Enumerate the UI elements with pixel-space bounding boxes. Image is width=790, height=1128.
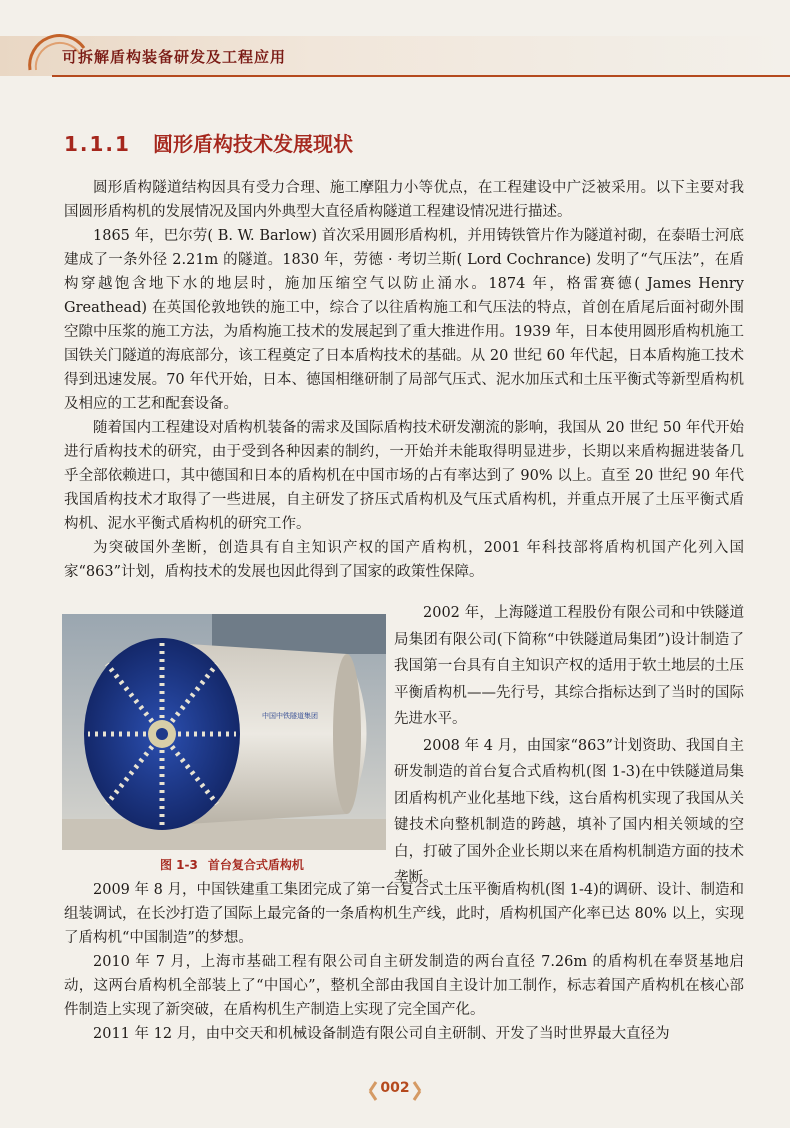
figure-caption-text: 首台复合式盾构机 (207, 858, 304, 872)
machine-lettering: 中国中铁隧道集团 (262, 712, 318, 720)
section-heading (64, 128, 353, 157)
page-footer (360, 1074, 430, 1108)
section-title: 圆形盾构技术发展现状 (152, 132, 353, 156)
figure-caption (160, 856, 304, 873)
paragraph: 为突破国外垄断，创造具有自主知识产权的国产盾构机，2001 年科技部将盾构机国产化列入国家“863”计划，盾构技术的发展也因此得到了国家的政策性保障。 (64, 540, 744, 580)
figure-shield-machine (62, 614, 386, 850)
paragraph: 2008 年 4 月，由国家“863”计划资助、我国自主研发制造的首台复合式盾构机(图 1-3)在中铁隧道局集团盾构机产业化基地下线，这台盾构机实现了我国从关键技术向整机制造的跨越，填补了国内相关领域的空白，打破了国外企业长期以来在盾构机制造方面的技术垄断。 (394, 737, 744, 886)
body-text-bottom (64, 878, 744, 1046)
page-header (0, 0, 790, 90)
header-rule (52, 75, 790, 77)
paragraph: 1865 年，巴尔劳( B. W. Barlow) 首次采用圆形盾构机，并用铸铁管片作为隧道衬砌，在泰晤士河底建成了一条外径 2.21m 的隧道。1830 年，劳德 · 考切兰斯( Lord Cochrance) 发明了“气压法”，在盾构穿越饱含地下水的地层时，施加压缩空气以防止涌水。1874 年，格雷赛德( James Henry Greathead) 在英国伦敦地铁的施工中，综合了以往盾构施工和气压法的特点，首创在盾尾后面衬砌外围空隙中压浆的施工方法，为盾构施工技术的发展起到了重大推进作用。1939 年，日本使用圆形盾构机施工国铁关门隧道的海底部分，该工程奠定了日本盾构技术的基础。从 20 世纪 60 年代起，日本盾构施工技术得到迅速发展。70 年代开始，日本、德国相继研制了局部气压式、泥水加压式和土压平衡式等新型盾构机及相应的工艺和配套设备。 (64, 228, 744, 412)
paragraph: 随着国内工程建设对盾构机装备的需求及国际盾构技术研发潮流的影响，我国从 20 世纪 50 年代开始进行盾构技术的研究，由于受到各种因素的制约，一开始并未能取得明显进步，长期以来盾构掘进装备几乎全部依赖进口，其中德国和日本的盾构机在中国市场的占有率达到了 90% 以上。直至 20 世纪 90 年代我国盾构技术才取得了一些进展，自主研发了挤压式盾构机及气压式盾构机，并重点开展了土压平衡式盾构机、泥水平衡式盾构机的研究工作。 (64, 420, 744, 532)
paragraph: 2002 年，上海隧道工程股份有限公司和中铁隧道局集团有限公司(下简称“中铁隧道局集团”)设计制造了我国第一台具有自主知识产权的适用于软土地层的土压平衡盾构机——先行号，其综合指标达到了当时的国际先进水平。 (394, 605, 744, 727)
section-number: 1.1.1 (64, 132, 131, 156)
paragraph: 圆形盾构隧道结构因具有受力合理、施工摩阻力小等优点，在工程建设中广泛被采用。以下主要对我国圆形盾构机的发展情况及国内外典型大直径盾构隧道工程建设情况进行描述。 (64, 180, 744, 220)
page-number: 002 (380, 1080, 410, 1096)
paragraph: 2010 年 7 月，上海市基础工程有限公司自主研发制造的两台直径 7.26m 的盾构机在奉贤基地启动，这两台盾构机全部装上了“中国心”，整机全部由我国自主设计加工制作，标志着国产盾构机在核心部件制造上实现了新突破，在盾构机生产制造上实现了完全国产化。 (64, 954, 744, 1018)
figure-label: 图 1-3 (160, 858, 198, 872)
book-title: 可拆解盾构装备研发及工程应用 (62, 48, 287, 66)
paragraph: 2009 年 8 月，中国铁建重工集团完成了第一台复合式土压平衡盾构机(图 1-4)的调研、设计、制造和组装调试，在长沙打造了国际上最完备的一条盾构机生产线，此时，盾构机国产化率已达 80% 以上，实现了盾构机“中国制造”的梦想。 (64, 882, 744, 946)
body-text-side (394, 600, 744, 892)
paragraph: 2011 年 12 月，由中交天和机械设备制造有限公司自主研制、开发了当时世界最大直径为 (93, 1026, 670, 1042)
shield-machine-illustration (62, 614, 386, 850)
body-text-top (64, 176, 744, 584)
